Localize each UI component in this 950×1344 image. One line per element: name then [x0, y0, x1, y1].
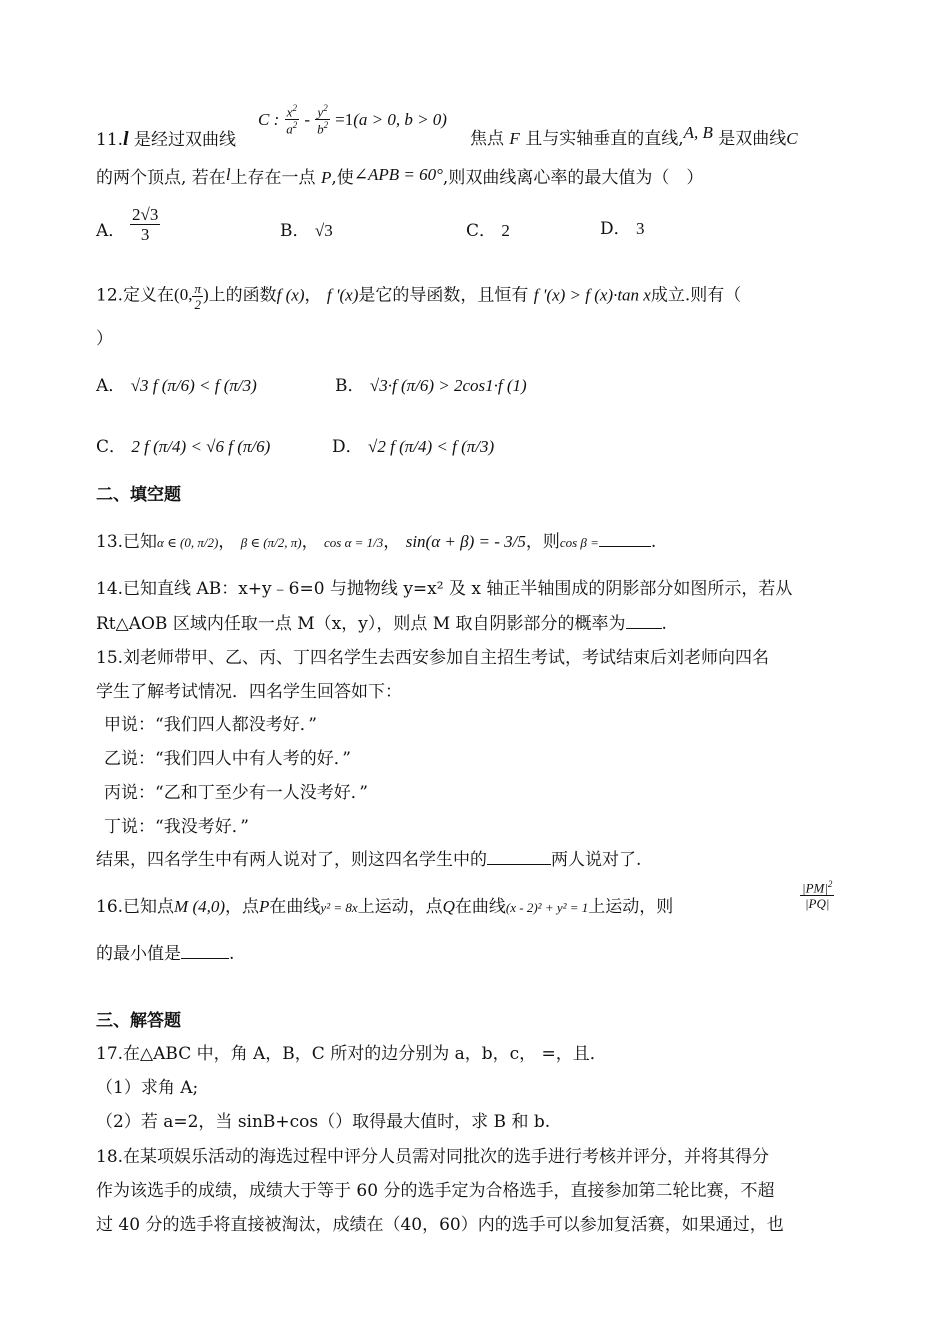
- q11-line1-tail: [470, 123, 798, 150]
- q16-text-e: 在曲线: [454, 897, 506, 917]
- option-b-label: B．: [280, 221, 310, 241]
- line-l: l: [123, 128, 129, 150]
- beta-range: β ∈ (π/2, π): [240, 535, 302, 550]
- q17-line1: 17.在△ABC 中，角 A，B，C 所对的边分别为 a，b，c， =，且．: [96, 1044, 607, 1064]
- sep3: ，: [383, 532, 401, 552]
- curve-C: C: [786, 129, 798, 148]
- q13-end: .: [650, 532, 657, 552]
- q11-text-b: 焦点: [470, 129, 504, 149]
- q11-option-a: [96, 220, 125, 242]
- parabola: y² = 8x: [320, 900, 358, 915]
- q11-text-h: ,则双曲线离心率的最大值为（ ）: [442, 168, 704, 188]
- q16-text-d: 上运动，点: [357, 897, 443, 917]
- q11-option-c: [466, 220, 510, 242]
- q16-line2: [96, 942, 234, 965]
- q13-number: 13.: [96, 532, 124, 552]
- option-d-label: D．: [332, 437, 363, 457]
- hyperbola-equation: [258, 104, 447, 154]
- q11-option-d: [600, 218, 645, 240]
- option-b-value: √3: [314, 221, 333, 240]
- answer-blank-13[interactable]: [599, 530, 651, 547]
- cos-beta: cos β =: [559, 535, 599, 550]
- inequality: f '(x) > f (x)·tan x: [533, 285, 651, 305]
- q12-text-e: 成立.则有（: [650, 285, 742, 306]
- option-c-value: 2: [501, 221, 510, 240]
- q11-text-a: 是经过双曲线: [134, 130, 237, 150]
- q11-option-b: [280, 220, 333, 242]
- q12-line1: [96, 282, 741, 311]
- q18-line3: 过 40 分的选手将直接被淘汰，成绩在（40，60）内的选手可以参加复活赛，如果通过，也: [96, 1215, 784, 1235]
- option-a-label: A．: [96, 221, 126, 241]
- q14-end: .: [661, 614, 667, 634]
- q12-option-b: [335, 375, 527, 397]
- q15-statement-yi: 乙说：“我们四人中有人考的好．”: [104, 749, 351, 769]
- line-l-2: l: [225, 165, 231, 184]
- q11-text-g: ,使: [331, 168, 354, 188]
- option-d-value: 3: [636, 219, 645, 238]
- equals-one: =1: [335, 109, 354, 129]
- q11-text-c: 且与实轴垂直的直线,: [525, 129, 684, 149]
- pm-pq-frac: $\frac{|PM|^2}{|PQ|}$: [802, 879, 833, 912]
- q15-statement-jia: 甲说：“我们四人都没考好．”: [104, 715, 317, 735]
- fpx: f '(x): [326, 285, 359, 305]
- q13-line: [96, 530, 656, 554]
- q15-statement-ding: 丁说：“我没考好．”: [104, 817, 249, 837]
- answer-blank-14[interactable]: [626, 612, 662, 629]
- q11-text-e: 的两个顶点, 若在: [96, 168, 226, 188]
- q18-line1: 18.在某项娱乐活动的海选过程中评分人员需对同批次的选手进行考核并评分，并将其得分: [96, 1147, 770, 1167]
- frac-den: 3: [140, 225, 150, 244]
- focus-F: F: [509, 129, 520, 148]
- points-AB: A, B: [683, 123, 713, 142]
- q15-statement-bing: 丙说：“乙和丁至少有一人没考好．”: [104, 783, 368, 803]
- option-a-expr: √3 f (π/6) < f (π/3): [130, 376, 257, 395]
- frac-2sqrt3-3: [130, 206, 160, 243]
- option-a-label: A．: [96, 376, 126, 396]
- sin-sum: sin(α + β) = - 3/5: [405, 532, 526, 551]
- q16-text-c: 在曲线: [269, 897, 321, 917]
- q18-line2: 作为该选手的成绩，成绩大于等于 60 分的选手定为合格选手，直接参加第二轮比赛，不超: [96, 1181, 775, 1201]
- q11-line2: [96, 167, 703, 189]
- q16-text-a: 16.已知点: [96, 897, 175, 917]
- q15-line1: 15.刘老师带甲、乙、丙、丁四名学生去西安参加自主招生考试，考试结束后刘老师向四名: [96, 648, 770, 668]
- point-Q: Q: [442, 897, 455, 916]
- q12-option-a: [96, 375, 257, 397]
- q11-line1: [96, 128, 236, 151]
- interval: (0, $\frac{\pi}{2}$ ): [174, 281, 209, 312]
- point-P: P: [320, 168, 332, 187]
- q16-text-g: 的最小值是: [96, 944, 181, 964]
- q12-line2: [96, 328, 113, 350]
- q17-line3: （2）若 a=2，当 sinB+cos（）取得最大值时，求 B 和 b.: [96, 1112, 551, 1132]
- q12-text-b: 上的函数: [208, 285, 277, 306]
- q12-option-d: [332, 436, 494, 458]
- cos-alpha: cos α = 1/3: [324, 535, 384, 550]
- q16-text-f: 上运动，则: [588, 897, 674, 917]
- q16-line1: [96, 896, 673, 919]
- option-c-label: C．: [96, 437, 127, 457]
- ratio-fraction: [800, 880, 834, 910]
- option-b-label: B．: [335, 376, 365, 396]
- section-fill-in-title: 二、填空题: [96, 485, 181, 505]
- q14-line2: [96, 612, 667, 635]
- option-c-label: C．: [466, 221, 497, 241]
- fx: f (x): [276, 285, 305, 305]
- q15-text: 结果，四名学生中有两人说对了，则这四名学生中的: [96, 850, 487, 870]
- q11-number: 11.: [96, 130, 124, 150]
- q14-line1: 14.已知直线 AB：x+y﹣6=0 与抛物线 y=x² 及 x 轴正半轴围成的阴影部分如图所示，若从: [96, 579, 793, 599]
- q12-text-c: ，: [304, 285, 322, 306]
- frac-x2-a2: $\frac{x^2}{a^2}$: [286, 103, 298, 137]
- angle-APB: ∠APB = 60°: [353, 165, 443, 184]
- frac-num: 2√3: [132, 205, 159, 224]
- q12-option-c: [96, 436, 270, 458]
- alpha-range: α ∈ (0, π/2): [157, 535, 219, 550]
- option-d-expr: √2 f (π/4) < f (π/3): [368, 437, 495, 456]
- answer-blank-16[interactable]: [181, 942, 229, 959]
- q15-line7: [96, 848, 641, 871]
- section-solve-title: 三、解答题: [96, 1011, 181, 1031]
- q16-end: .: [229, 944, 235, 964]
- q12-text-a: 定义在: [123, 285, 175, 306]
- option-c-expr: 2 f (π/4) < √6 f (π/6): [131, 437, 271, 456]
- q17-line2: （1）求角 A;: [96, 1078, 199, 1098]
- circle: (x - 2)² + y² = 1: [505, 900, 589, 915]
- frac-y2-b2: $\frac{y^2}{b^2}$: [317, 103, 329, 137]
- q12-text-d: 是它的导函数，且恒有: [358, 285, 529, 306]
- q11-option-a-frac: [130, 206, 160, 243]
- q11-text-f: 上存在一点: [230, 168, 316, 188]
- option-d-label: D．: [600, 219, 631, 239]
- q13-text-a: 已知: [123, 532, 158, 552]
- q16-text-b: ，点: [225, 897, 260, 917]
- minus-sign: -: [304, 109, 311, 129]
- option-b-expr: √3·f (π/6) > 2cos1·f (1): [369, 376, 527, 395]
- point-P: P: [259, 897, 270, 916]
- hyperbola-condition: (a > 0, b > 0): [353, 109, 447, 129]
- q12-text-f: ）: [96, 329, 113, 349]
- sep1: ，: [218, 532, 236, 552]
- q11-text-d: 是双曲线: [718, 129, 787, 149]
- q15-line2: 学生了解考试情况．四名学生回答如下：: [96, 682, 402, 702]
- hyperbola-C: C :: [258, 109, 280, 129]
- q14-text: Rt△AOB 区域内任取一点 M（x，y），则点 M 取自阴影部分的概率为: [96, 614, 626, 634]
- sep2: ，: [301, 532, 319, 552]
- sep4: ，则: [525, 532, 560, 552]
- q15-end: 两人说对了.: [551, 850, 642, 870]
- q12-number: 12.: [96, 285, 124, 306]
- answer-blank-15[interactable]: [487, 848, 551, 865]
- point-M: M (4,0): [174, 897, 226, 916]
